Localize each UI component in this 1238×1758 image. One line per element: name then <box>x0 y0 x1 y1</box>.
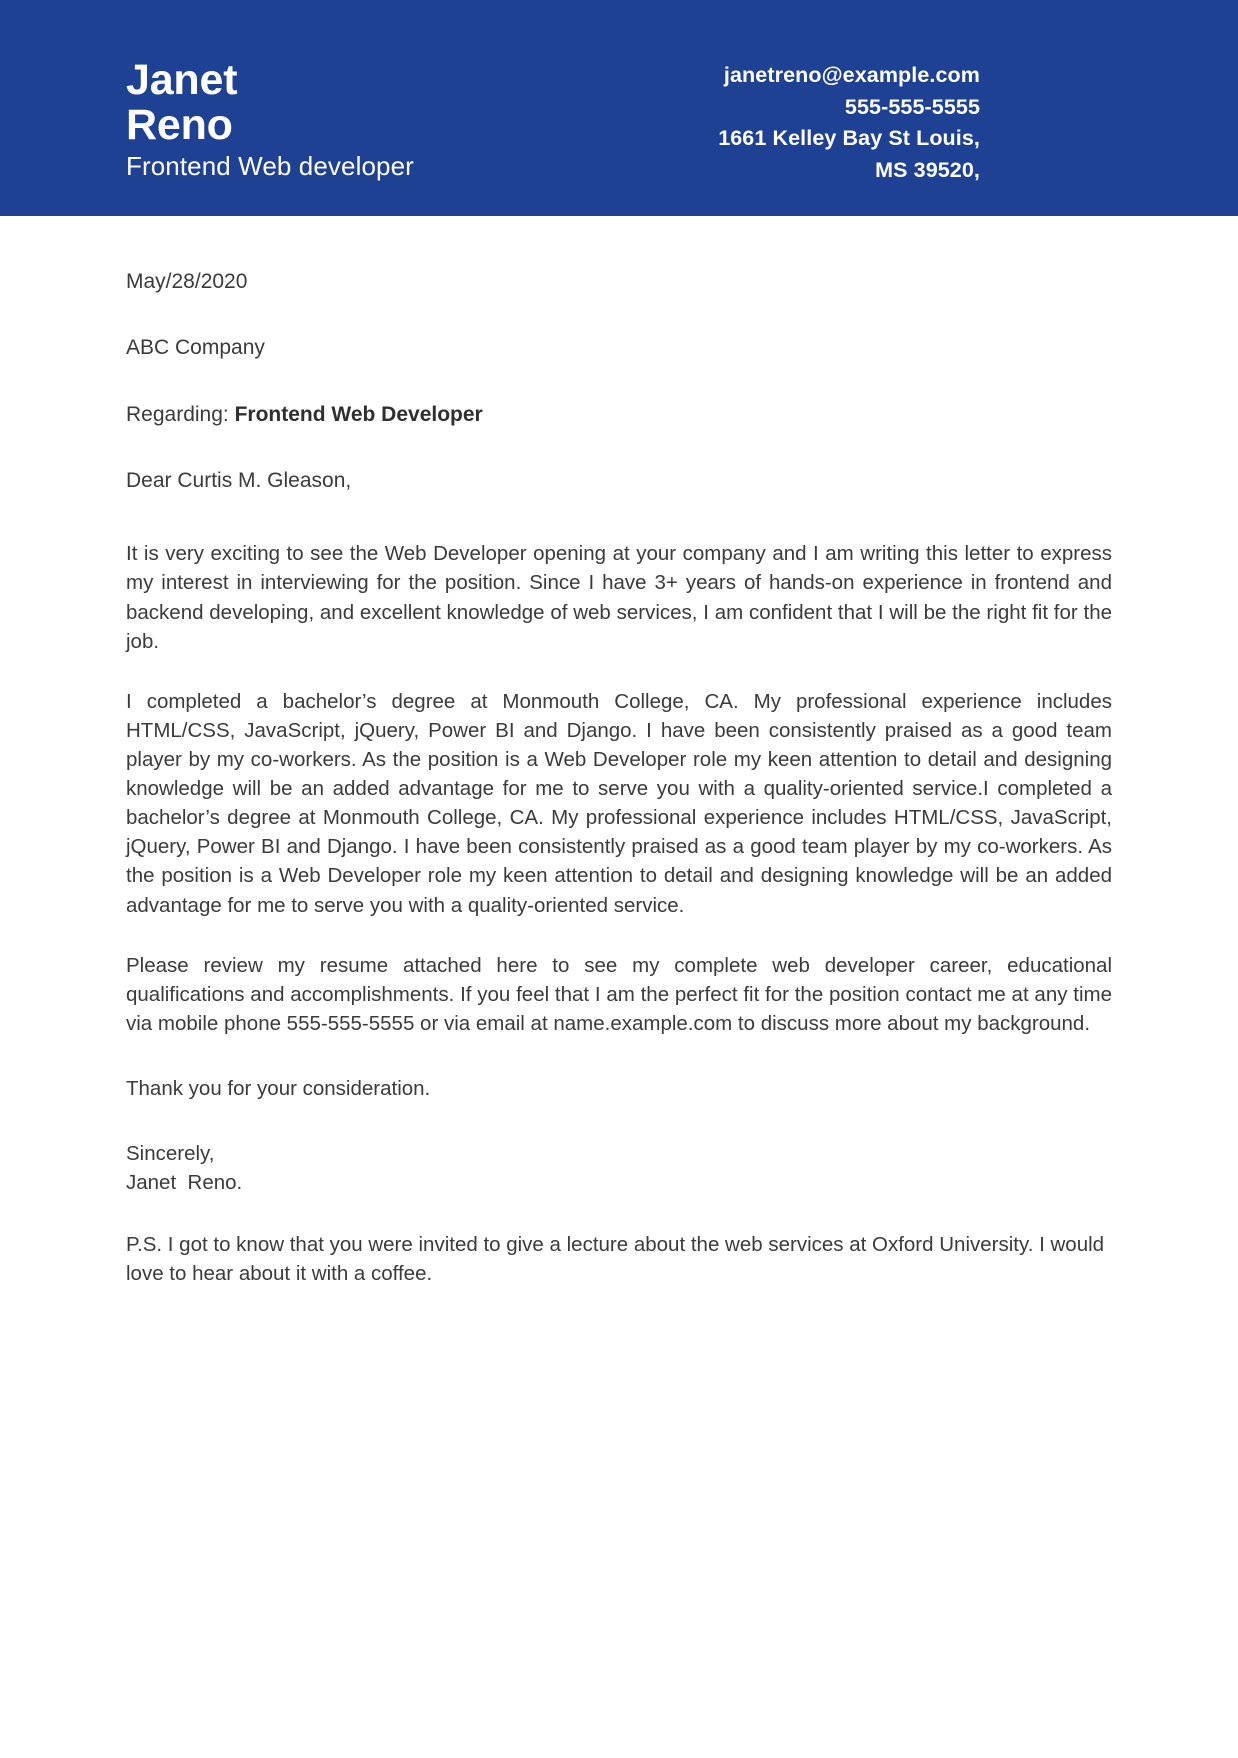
contact-address-line-2: MS 39520, <box>875 157 980 182</box>
header-identity-block <box>0 0 414 182</box>
letter-paragraph-1: It is very exciting to see the Web Developer opening at your company and I am writing this letter to express my interest in interviewing for the position. Since I have 3+ years of hands-on experience in frontend and backend developing, and excellent knowledge of web services, I am confident that I will be the right fit for the job. <box>126 542 1112 653</box>
letter-subject-line <box>126 401 1112 429</box>
applicant-last-name: Reno <box>126 101 233 150</box>
letter-signoff-block <box>126 1139 1112 1197</box>
letter-date: May/28/2020 <box>126 270 248 293</box>
regarding-position: Frontend Web Developer <box>234 402 483 426</box>
recipient-company: ABC Company <box>126 336 265 360</box>
letter-paragraph-2: I completed a bachelor’s degree at Monmouth College, CA. My professional experience includes HTML/CSS, JavaScript, jQuery, Power BI and Django. I have been consistently praised as a good team player by my co-workers. As the position is a Web Developer role my keen attention to detail and designing knowledge will be an added advantage for me to serve you with a quality-oriented service.I completed a bachelor’s degree at Monmouth College, CA. My professional experience includes HTML/CSS, JavaScript, jQuery, Power BI and Django. I have been consistently praised as a good team player by my co-workers. As the position is a Web Developer role my keen attention to detail and designing knowledge will be an added advantage for me to serve you with a quality-oriented service. <box>126 689 1112 917</box>
document-header <box>0 0 1238 216</box>
letter-closing: Sincerely, <box>126 1142 215 1166</box>
letter-postscript: P.S. I got to know that you were invited to give a lecture about the web services at Oxford University. I would love to hear about it with a coffee. <box>126 1233 1105 1286</box>
contact-phone: 555-555-5555 <box>844 94 980 119</box>
letter-signature-name: Janet Reno. <box>126 1171 243 1195</box>
letter-body <box>0 216 1238 1289</box>
applicant-job-title: Frontend Web developer <box>126 151 414 182</box>
contact-email: janetreno@example.com <box>723 63 980 87</box>
regarding-label: Regarding: <box>126 402 235 426</box>
letter-thanks: Thank you for your consideration. <box>126 1077 431 1101</box>
header-contact-block <box>718 0 1238 186</box>
applicant-first-name: Janet <box>126 56 238 104</box>
letter-meta-block <box>126 216 1112 429</box>
letter-salutation: Dear Curtis M. Gleason, <box>126 469 352 493</box>
contact-address-line-1: 1661 Kelley Bay St Louis, <box>718 126 980 151</box>
letter-paragraph-3: Please review my resume attached here to see my complete web developer career, educational qualifications and accomplishments. If you feel that I am the perfect fit for the position contact me at any time via mobile phone 555-555-5555 or via email at name.example.com to discuss more about my background. <box>126 953 1112 1035</box>
